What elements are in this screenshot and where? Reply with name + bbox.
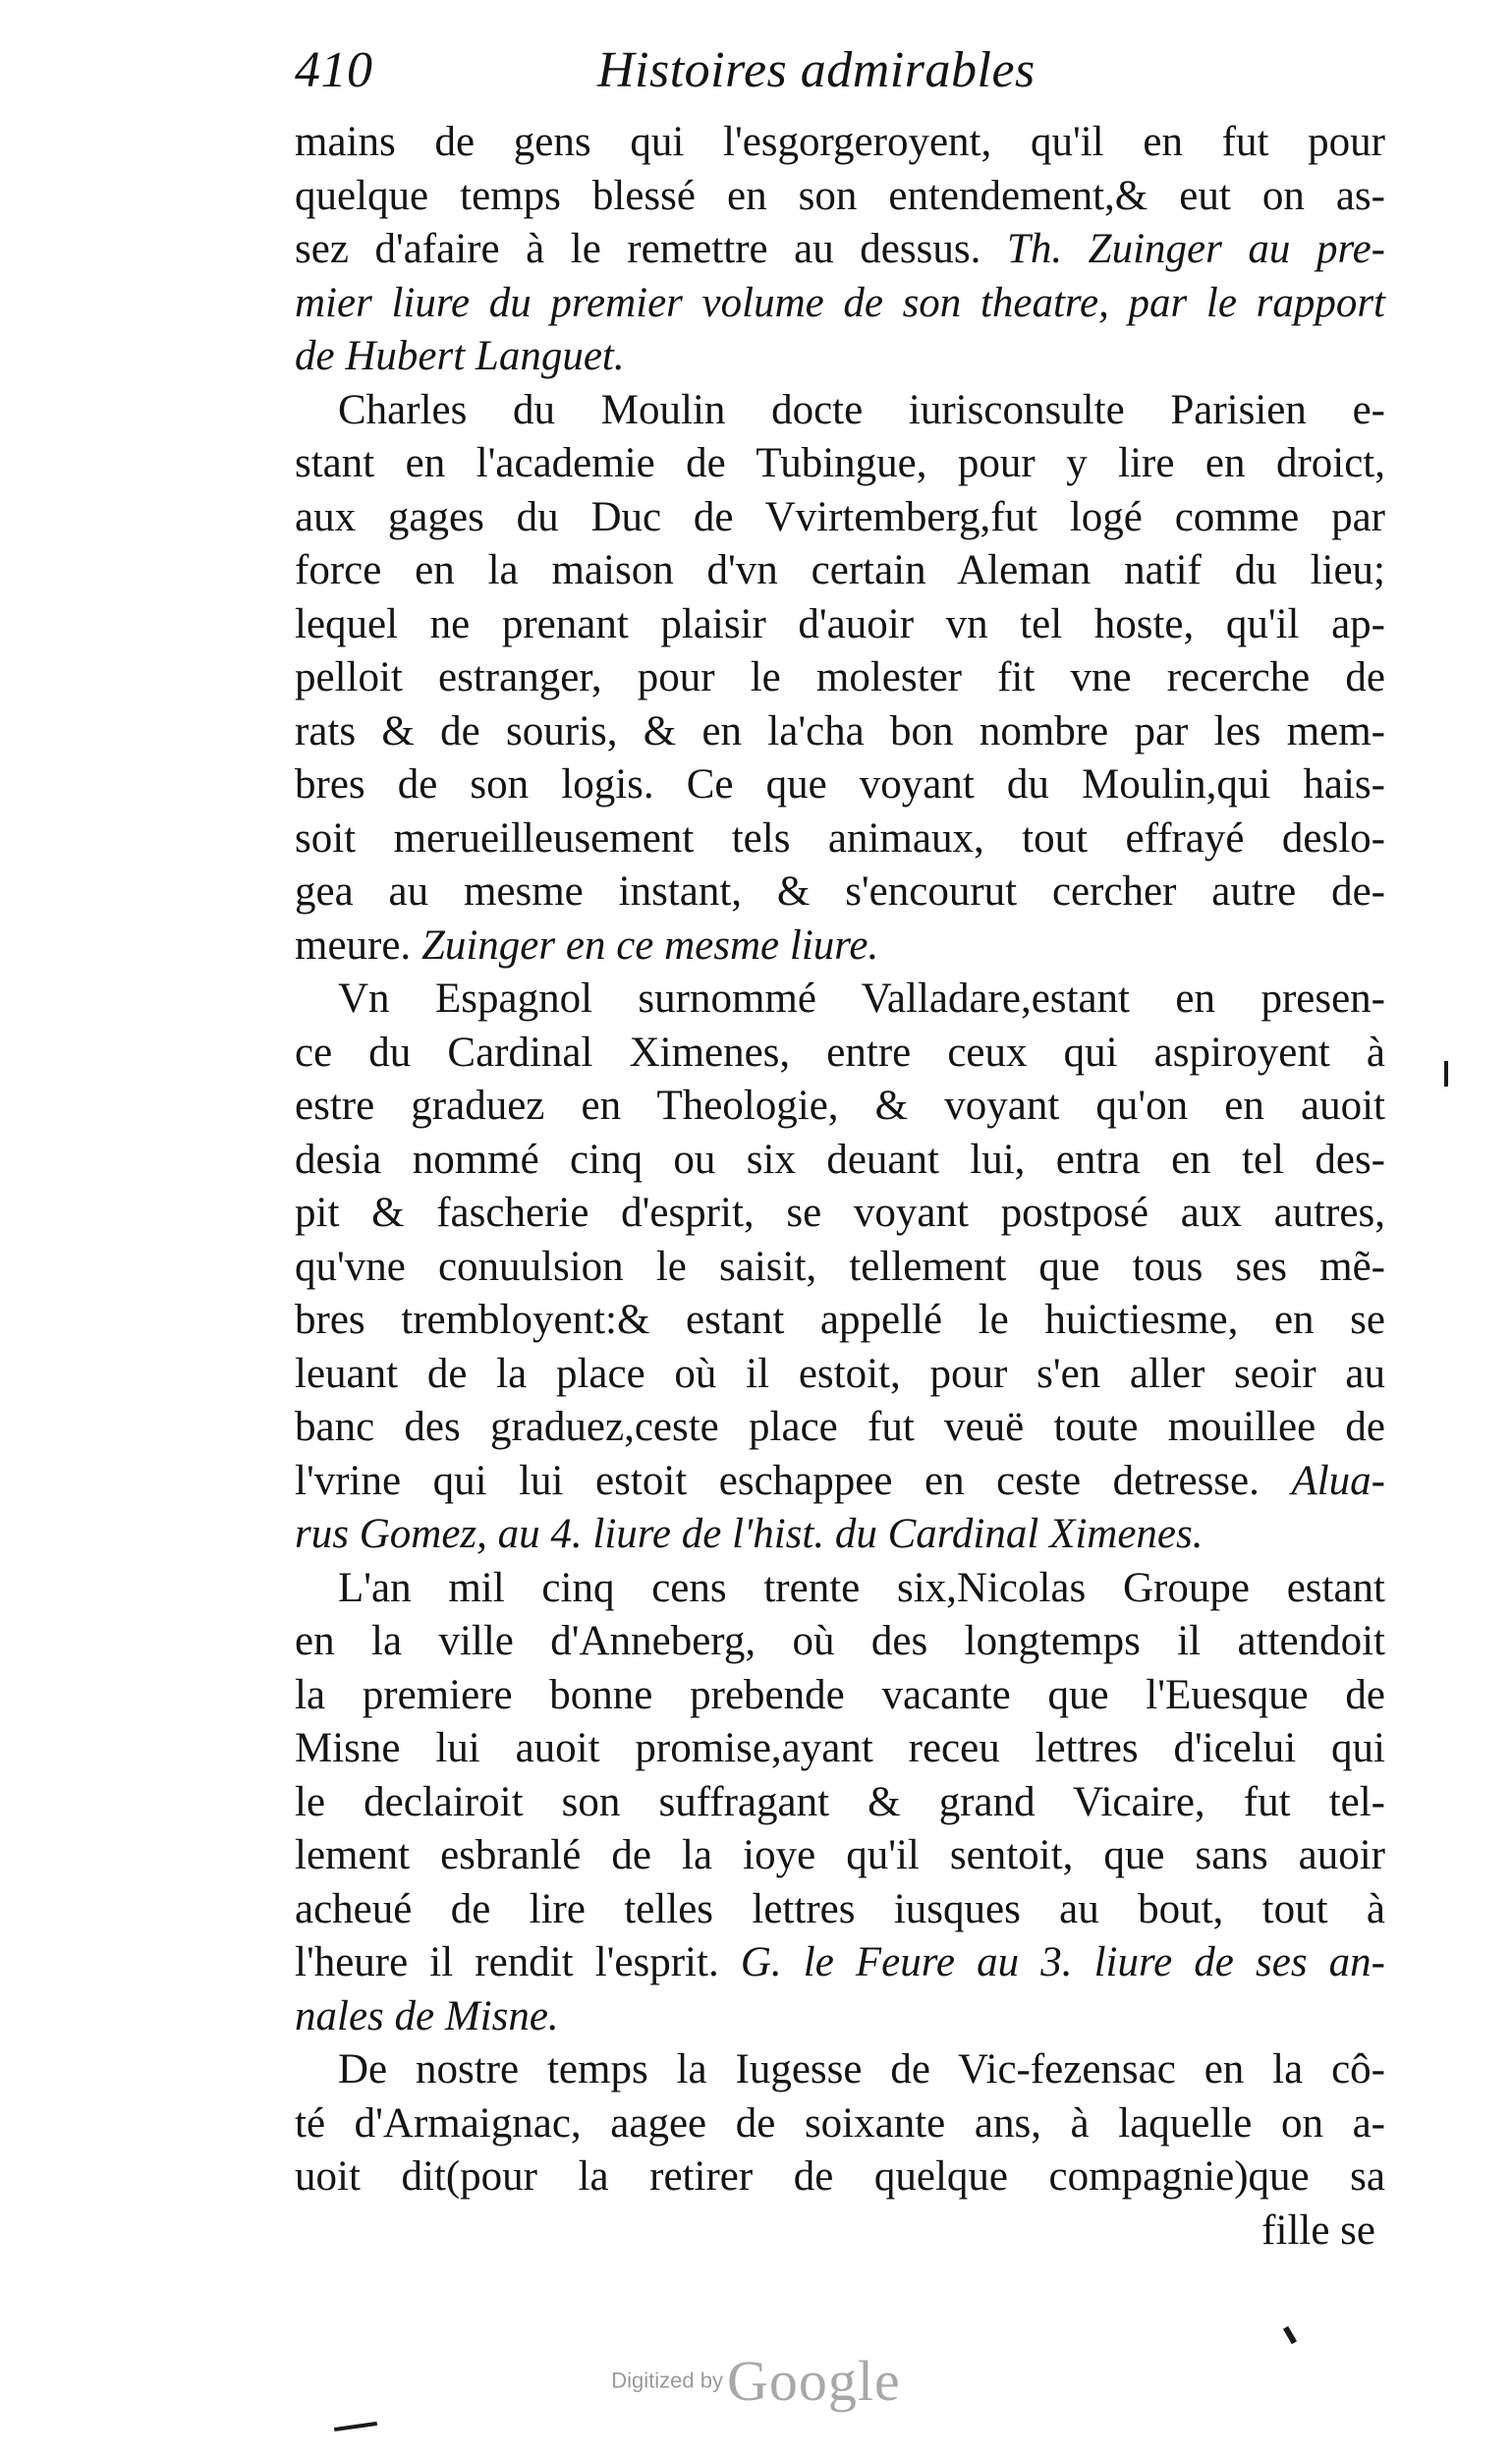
text-line: [295, 1883, 1385, 1937]
line-text: meure.: [295, 921, 412, 969]
citation-text: de Hubert Languet.: [295, 333, 625, 379]
text-line: [295, 1829, 1385, 1883]
text-line: [295, 544, 1385, 598]
text-line: [295, 651, 1385, 705]
text-line: [295, 1027, 1385, 1081]
line-text: la premiere bonne prebende vacante que l'Euesque de: [295, 1671, 1385, 1718]
citation-text: Zuinger en ce mesme liure.: [420, 921, 879, 969]
text-line: [295, 384, 1385, 438]
digitization-watermark: [0, 2348, 1512, 2414]
line-text: bres de son logis. Ce que voyant du Moulin,qui hais-: [295, 761, 1385, 808]
text-line: [295, 1187, 1385, 1241]
line-text: De nostre temps la Iugesse de Vic-fezensac en la cô-: [338, 2046, 1385, 2093]
citation-text: rus Gomez, au 4. liure de l'hist. du Cardinal Ximenes.: [295, 1511, 1204, 1557]
line-text: lequel ne prenant plaisir d'auoir vn tel hoste, qu'il ap-: [295, 600, 1385, 647]
text-line: [295, 2150, 1385, 2205]
digitized-by-label: Digitized by: [611, 2368, 723, 2393]
line-text: le declairoit son suffragant & grand Vicaire, fut tel-: [295, 1778, 1385, 1825]
text-line: [295, 1669, 1385, 1723]
text-line: [295, 1080, 1385, 1134]
google-logo: Google: [726, 2349, 901, 2413]
line-text: qu'vne conuulsion le saisit, tellement que tous ses mẽ-: [295, 1243, 1385, 1290]
text-line: [295, 1134, 1385, 1188]
line-text: aux gages du Duc de Vvirtemberg,fut logé comme par: [295, 493, 1385, 540]
text-line: [295, 1348, 1385, 1402]
line-text: desia nommé cinq ou six deuant lui, entra en tel des-: [295, 1136, 1385, 1183]
text-line: [295, 1990, 1385, 2044]
text-line: [295, 1776, 1385, 1830]
text-line: [295, 973, 1385, 1027]
line-text: l'vrine qui lui estoit eschappee en ceste detresse.: [295, 1457, 1260, 1504]
text-line: [295, 1562, 1385, 1616]
text-line: [295, 1241, 1385, 1295]
line-text: ce du Cardinal Ximenes, entre ceux qui aspiroyent à: [295, 1029, 1385, 1076]
text-line: [295, 705, 1385, 759]
citation-text: Alua-: [1291, 1457, 1385, 1504]
catchword: fille se: [1261, 2206, 1375, 2254]
text-line: [295, 1508, 1385, 1562]
line-text: force en la maison d'vn certain Aleman natif du lieu;: [295, 547, 1385, 593]
line-text: soit merueilleusement tels animaux, tout effrayé deslo-: [295, 814, 1385, 862]
citation-text: Th. Zuinger au pre-: [1006, 226, 1385, 272]
text-line: [295, 2097, 1385, 2151]
text-line: [295, 1455, 1385, 1509]
text-line: [295, 277, 1385, 331]
text-line: [295, 598, 1385, 652]
text-line: [295, 812, 1385, 866]
line-text: té d'Armaignac, aagee de soixante ans, à laquelle on a-: [295, 2099, 1385, 2147]
line-text: pelloit estranger, pour le molester fit vne recerche de: [295, 654, 1385, 700]
text-line: [295, 865, 1385, 920]
line-text: L'an mil cinq cens trente six,Nicolas Groupe estant: [338, 1564, 1385, 1611]
text-line: [295, 1722, 1385, 1776]
line-text: estre graduez en Theologie, & voyant qu'on en auoit: [295, 1083, 1385, 1129]
text-line: [295, 330, 1385, 384]
text-line: [295, 920, 1385, 974]
text-line: [295, 758, 1385, 812]
line-text: Misne lui auoit promise,ayant receu lettres d'icelui qui: [295, 1725, 1385, 1771]
text-line: [295, 2043, 1385, 2097]
ink-speck: [334, 2422, 377, 2431]
line-text: rats & de souris, & en la'cha bon nombre par les mem-: [295, 707, 1385, 754]
text-line: [295, 116, 1385, 170]
text-line: [295, 1401, 1385, 1455]
text-line: [295, 170, 1385, 224]
line-text: mains de gens qui l'esgorgeroyent, qu'il en fut pour: [295, 119, 1385, 165]
line-text: l'heure il rendit l'esprit.: [295, 1939, 719, 1985]
ink-speck: [1444, 1061, 1448, 1087]
citation-text: nales de Misne.: [295, 1992, 559, 2039]
line-text: stant en l'academie de Tubingue, pour y lire en droict,: [295, 440, 1385, 486]
text-line: [295, 1936, 1385, 1990]
running-title: Histoires admirables: [597, 42, 1036, 98]
line-text: banc des graduez,ceste place fut veuë toute mouillee de: [295, 1404, 1385, 1450]
citation-text: G. le Feure au 3. liure de ses an-: [740, 1939, 1385, 1985]
line-text: leuant de la place où il estoit, pour s'en aller seoir au: [295, 1350, 1385, 1397]
text-line: [295, 437, 1385, 491]
line-text: bres trembloyent:& estant appellé le huictiesme, en se: [295, 1297, 1385, 1343]
body-text: [295, 116, 1385, 2258]
line-text: acheué de lire telles lettres iusques au bout, tout à: [295, 1885, 1385, 1932]
line-text: Charles du Moulin docte iurisconsulte Parisien e-: [338, 386, 1385, 433]
text-line: [295, 491, 1385, 545]
line-text: lement esbranlé de la ioye qu'il sentoit, que sans auoir: [295, 1832, 1385, 1878]
text-line: [295, 1615, 1385, 1669]
text-line: [295, 223, 1385, 277]
line-text: uoit dit(pour la retirer de quelque compagnie)que sa: [295, 2153, 1385, 2200]
line-text: gea au mesme instant, & s'encourut cercher autre de-: [295, 868, 1385, 915]
line-text: en la ville d'Anneberg, où des longtemps il attendoit: [295, 1618, 1385, 1664]
line-text: quelque temps blessé en son entendement,& eut on as-: [295, 172, 1385, 219]
ink-speck: [1283, 2326, 1297, 2345]
line-text: sez d'afaire à le remettre au dessus.: [295, 226, 981, 272]
page-number: 410: [295, 42, 373, 98]
text-line: [295, 1294, 1385, 1348]
line-text: pit & fascherie d'esprit, se voyant postposé aux autres,: [295, 1190, 1385, 1236]
line-text: Vn Espagnol surnommé Valladare,estant en presen-: [338, 976, 1385, 1022]
citation-text: mier liure du premier volume de son theatre, par le rapport: [295, 279, 1385, 326]
